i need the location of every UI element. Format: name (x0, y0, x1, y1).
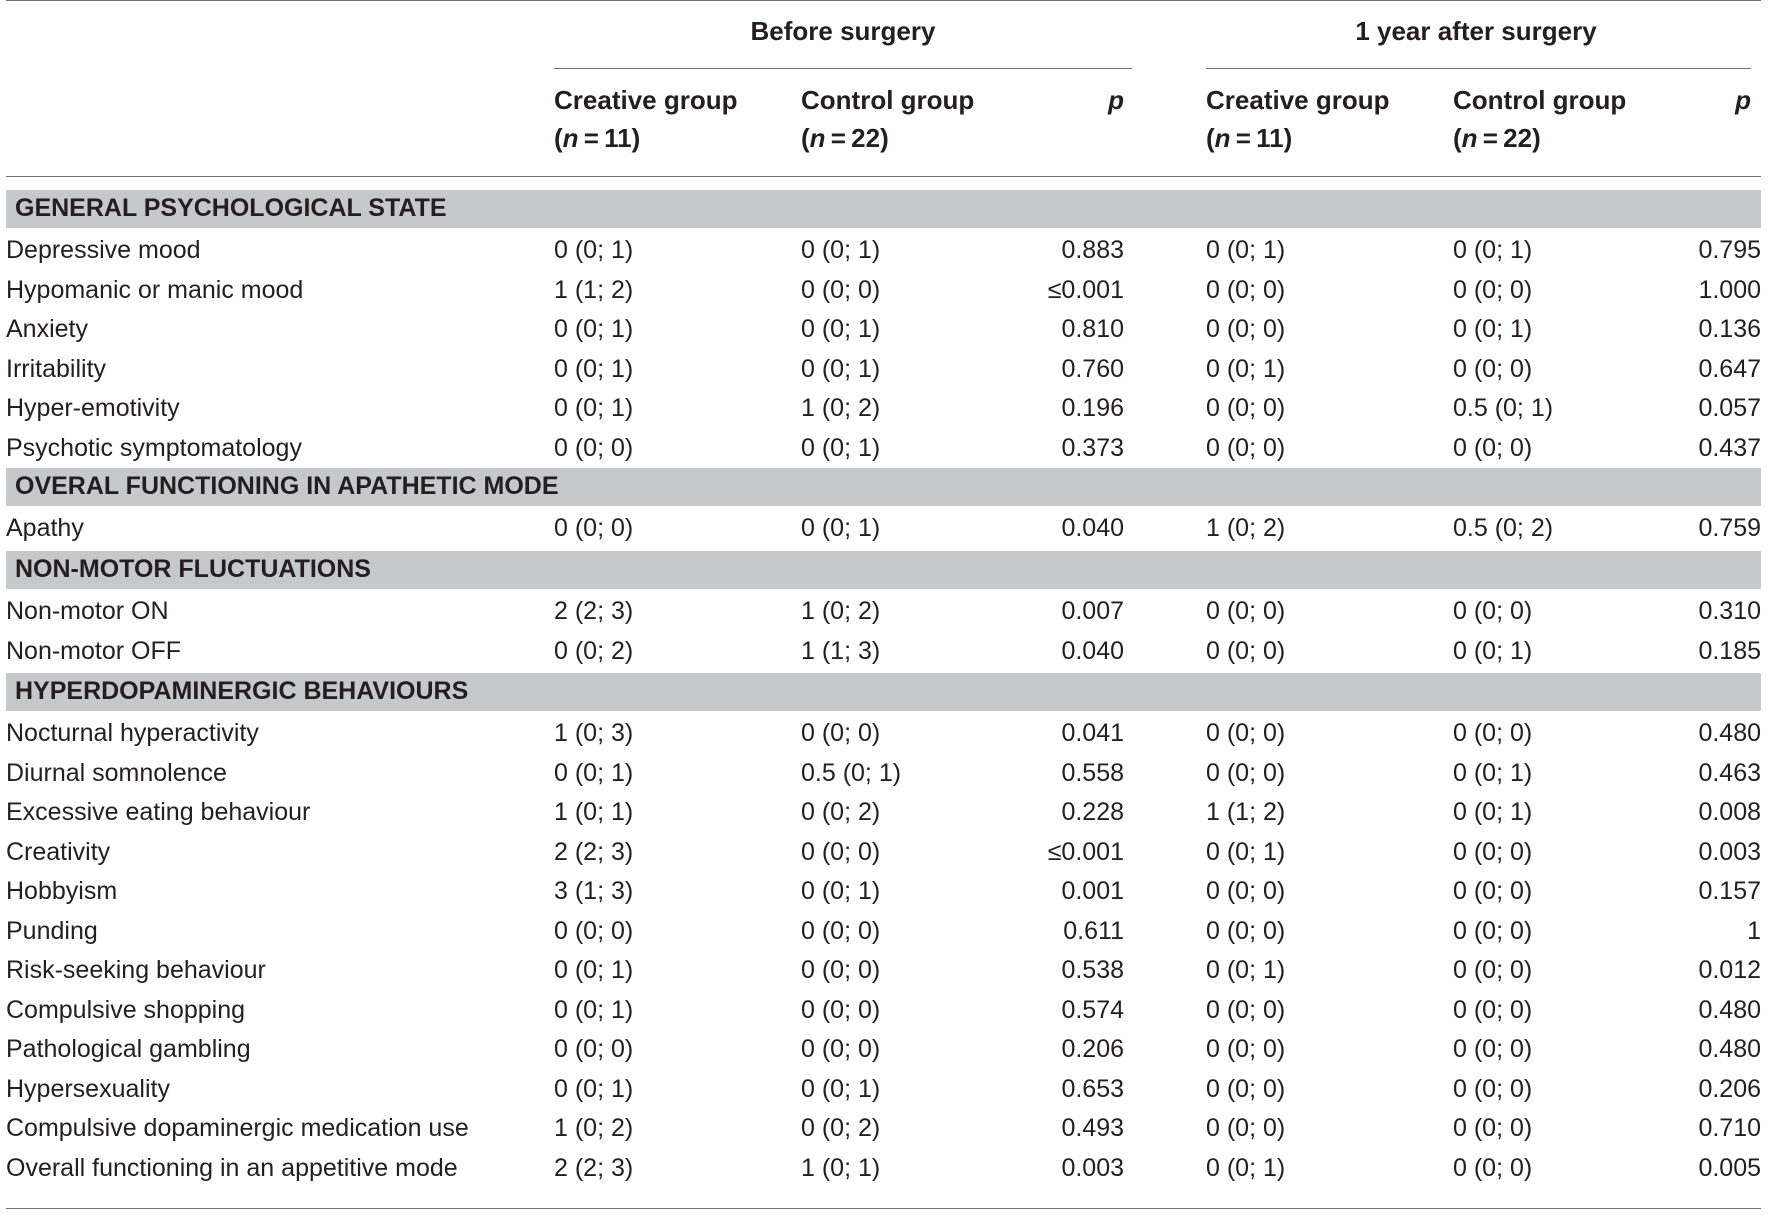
colhead-n-symbol: n (1214, 123, 1231, 153)
median-iqr-cell: 0 (0; 1) (801, 434, 881, 462)
section-header (6, 673, 1761, 711)
median-iqr-cell: 0 (0; 0) (801, 276, 881, 304)
median-iqr-cell: 0 (0; 1) (801, 236, 881, 264)
row-label: Creativity (6, 838, 111, 866)
table-row (6, 1069, 1761, 1109)
colhead-label: Creative group (1206, 85, 1390, 115)
p-value-cell: 0.493 (1061, 1114, 1124, 1142)
median-iqr-cell: 0 (0; 0) (554, 434, 634, 462)
row-label: Hyper-emotivity (6, 394, 180, 422)
median-iqr-cell: 2 (2; 3) (554, 597, 634, 625)
median-iqr-cell: 0 (0; 0) (1206, 1114, 1286, 1142)
median-iqr-cell: 0 (0; 0) (554, 514, 634, 542)
row-label: Nocturnal hyperactivity (6, 719, 259, 747)
row-label: Hypomanic or manic mood (6, 276, 304, 304)
p-value-cell: 1.000 (1698, 276, 1761, 304)
row-label: Compulsive dopaminergic medication use (6, 1114, 469, 1142)
table-row (6, 911, 1761, 951)
median-iqr-cell: 1 (0; 1) (554, 798, 634, 826)
p-value-cell: ≤0.001 (1047, 276, 1124, 304)
p-value-cell: 0.228 (1061, 798, 1124, 826)
row-label: Compulsive shopping (6, 996, 246, 1024)
row-label: Pathological gambling (6, 1035, 251, 1063)
table-row (6, 1029, 1761, 1069)
row-label: Irritability (6, 355, 107, 383)
row-label: Anxiety (6, 315, 88, 343)
median-iqr-cell: 0 (0; 1) (1206, 236, 1286, 264)
median-iqr-cell: 0 (0; 0) (801, 1035, 881, 1063)
median-iqr-cell: 0 (0; 0) (801, 996, 881, 1024)
p-value-cell: 0.759 (1698, 514, 1761, 542)
header-bottom-rule (6, 176, 1761, 177)
median-iqr-cell: 0 (0; 1) (1206, 1154, 1286, 1182)
colhead-control-after (1453, 81, 1626, 157)
table-row (6, 270, 1761, 310)
p-value-cell: 0.003 (1698, 838, 1761, 866)
table-row (6, 1148, 1761, 1188)
median-iqr-cell: 1 (0; 2) (801, 394, 881, 422)
median-iqr-cell: 0 (0; 0) (1453, 956, 1533, 984)
median-iqr-cell: 2 (2; 3) (554, 838, 634, 866)
median-iqr-cell: 0 (0; 1) (1453, 315, 1533, 343)
p-value-cell: 0.463 (1698, 759, 1761, 787)
median-iqr-cell: 0 (0; 0) (1453, 597, 1533, 625)
table-row (6, 388, 1761, 428)
row-label: Diurnal somnolence (6, 759, 227, 787)
colhead-creative-after (1206, 81, 1390, 157)
p-value-cell: 0.206 (1061, 1035, 1124, 1063)
row-label: Psychotic symptomatology (6, 434, 302, 462)
median-iqr-cell: 0 (0; 0) (554, 1035, 634, 1063)
median-iqr-cell: 0 (0; 0) (1206, 996, 1286, 1024)
p-value-cell: 0.041 (1061, 719, 1124, 747)
table-row (6, 832, 1761, 872)
median-iqr-cell: 0 (0; 0) (1453, 1154, 1533, 1182)
median-iqr-cell: 0 (0; 1) (554, 394, 634, 422)
median-iqr-cell: 0.5 (0; 1) (801, 759, 902, 787)
median-iqr-cell: 0 (0; 0) (1206, 315, 1286, 343)
median-iqr-cell: 0 (0; 2) (554, 637, 634, 665)
p-value-cell: 0.373 (1061, 434, 1124, 462)
median-iqr-cell: 0 (0; 1) (554, 315, 634, 343)
median-iqr-cell: 0 (0; 0) (1453, 877, 1533, 905)
row-label: Overall functioning in an appetitive mode (6, 1154, 458, 1182)
colhead-n-value: = 22) (825, 123, 889, 153)
p-value-cell: 0.185 (1698, 637, 1761, 665)
p-value-cell: 0.480 (1698, 719, 1761, 747)
median-iqr-cell: 1 (1; 3) (801, 637, 881, 665)
median-iqr-cell: 1 (1; 2) (554, 276, 634, 304)
bottom-rule (6, 1208, 1761, 1209)
median-iqr-cell: 0 (0; 0) (1206, 759, 1286, 787)
colhead-n: (n = 11) (554, 123, 641, 153)
colhead-label: Control group (1453, 85, 1627, 115)
median-iqr-cell: 0 (0; 1) (554, 996, 634, 1024)
row-label: Punding (6, 917, 98, 945)
median-iqr-cell: 0 (0; 0) (801, 838, 881, 866)
table-row (6, 309, 1761, 349)
section-title: HYPERDOPAMINERGIC BEHAVIOURS (15, 677, 469, 705)
median-iqr-cell: 0 (0; 1) (1206, 838, 1286, 866)
median-iqr-cell: 2 (2; 3) (554, 1154, 634, 1182)
p-value-cell: 0.653 (1061, 1075, 1124, 1103)
median-iqr-cell: 0 (0; 1) (801, 877, 881, 905)
p-value-cell: 0.480 (1698, 1035, 1761, 1063)
median-iqr-cell: 0 (0; 0) (1206, 917, 1286, 945)
median-iqr-cell: 0 (0; 2) (801, 1114, 881, 1142)
p-value-cell: 0.611 (1063, 917, 1124, 945)
table-row (6, 950, 1761, 990)
median-iqr-cell: 0 (0; 0) (1206, 637, 1286, 665)
section-header (6, 468, 1761, 506)
p-value-cell: 0.795 (1698, 236, 1761, 264)
median-iqr-cell: 0 (0; 1) (1453, 759, 1533, 787)
median-iqr-cell: 0 (0; 0) (1206, 1035, 1286, 1063)
p-value-cell: 0.883 (1061, 236, 1124, 264)
median-iqr-cell: 0 (0; 0) (1453, 1035, 1533, 1063)
median-iqr-cell: 0 (0; 0) (1453, 838, 1533, 866)
p-value-cell: 0.005 (1698, 1154, 1761, 1182)
section-header (6, 551, 1761, 589)
row-label: Non-motor OFF (6, 637, 182, 665)
median-iqr-cell: 0 (0; 0) (1453, 434, 1533, 462)
section-title: GENERAL PSYCHOLOGICAL STATE (15, 194, 447, 222)
median-iqr-cell: 1 (0; 2) (1206, 514, 1286, 542)
row-label: Excessive eating behaviour (6, 798, 311, 826)
p-value-cell: 0.710 (1698, 1114, 1761, 1142)
median-iqr-cell: 0 (0; 1) (1453, 637, 1533, 665)
median-iqr-cell: 0 (0; 1) (554, 1075, 634, 1103)
median-iqr-cell: 1 (0; 1) (801, 1154, 881, 1182)
p-value-cell: 0.310 (1698, 597, 1761, 625)
median-iqr-cell: 0 (0; 0) (1453, 996, 1533, 1024)
p-value-cell: 0.558 (1061, 759, 1124, 787)
section-header (6, 190, 1761, 228)
table-row (6, 713, 1761, 753)
p-value-cell: 0.538 (1061, 956, 1124, 984)
colhead-n: (n = 22) (801, 123, 889, 153)
median-iqr-cell: 1 (0; 3) (554, 719, 634, 747)
table-row (6, 753, 1761, 793)
p-value-cell: 0.647 (1698, 355, 1761, 383)
colhead-creative-before (554, 81, 738, 157)
median-iqr-cell: 0 (0; 1) (1453, 798, 1533, 826)
colhead-n-value: = 11) (578, 123, 641, 153)
p-value-cell: 0.136 (1698, 315, 1761, 343)
section-title: OVERAL FUNCTIONING IN APATHETIC MODE (15, 472, 559, 500)
group-title-before-surgery: Before surgery (750, 16, 936, 46)
median-iqr-cell: 0 (0; 1) (554, 956, 634, 984)
p-value-cell: 0.012 (1698, 956, 1761, 984)
median-iqr-cell: 0 (0; 1) (1206, 355, 1286, 383)
row-label: Depressive mood (6, 236, 201, 264)
group-rule-after (1206, 68, 1751, 69)
colhead-n: (n = 11) (1206, 123, 1293, 153)
median-iqr-cell: 0 (0; 0) (1206, 1075, 1286, 1103)
median-iqr-cell: 1 (0; 2) (554, 1114, 634, 1142)
median-iqr-cell: 0 (0; 1) (801, 355, 881, 383)
table-row (6, 591, 1761, 631)
median-iqr-cell: 0 (0; 1) (801, 315, 881, 343)
p-value-cell: 0.007 (1061, 597, 1124, 625)
colhead-label: Creative group (554, 85, 738, 115)
table-row (6, 230, 1761, 270)
p-value-cell: ≤0.001 (1047, 838, 1124, 866)
colhead-label: Control group (801, 85, 975, 115)
median-iqr-cell: 0.5 (0; 1) (1453, 394, 1554, 422)
colhead-n-symbol: n (1461, 123, 1478, 153)
median-iqr-cell: 0.5 (0; 2) (1453, 514, 1554, 542)
median-iqr-cell: 0 (0; 0) (801, 956, 881, 984)
colhead-n-value: = 22) (1477, 123, 1541, 153)
section-title: NON-MOTOR FLUCTUATIONS (15, 555, 371, 583)
colhead-p-before: p (1108, 85, 1124, 115)
row-label: Hypersexuality (6, 1075, 170, 1103)
table-row (6, 508, 1761, 548)
table-row (6, 792, 1761, 832)
median-iqr-cell: 3 (1; 3) (554, 877, 634, 905)
colhead-control-before (801, 81, 974, 157)
median-iqr-cell: 0 (0; 0) (801, 719, 881, 747)
median-iqr-cell: 1 (1; 2) (1206, 798, 1286, 826)
p-value-cell: 0.040 (1061, 514, 1124, 542)
p-value-cell: 0.196 (1061, 394, 1124, 422)
table-row (6, 349, 1761, 389)
table-row (6, 631, 1761, 671)
row-label: Non-motor ON (6, 597, 169, 625)
p-value-cell: 0.003 (1061, 1154, 1124, 1182)
median-iqr-cell: 1 (0; 2) (801, 597, 881, 625)
p-value-cell: 0.760 (1061, 355, 1124, 383)
table-row (6, 1108, 1761, 1148)
p-value-cell: 0.810 (1061, 315, 1124, 343)
table-row (6, 871, 1761, 911)
median-iqr-cell: 0 (0; 0) (1206, 719, 1286, 747)
p-value-cell: 0.157 (1698, 877, 1761, 905)
median-iqr-cell: 0 (0; 1) (801, 1075, 881, 1103)
median-iqr-cell: 0 (0; 0) (1453, 719, 1533, 747)
median-iqr-cell: 0 (0; 0) (554, 917, 634, 945)
median-iqr-cell: 0 (0; 1) (801, 514, 881, 542)
median-iqr-cell: 0 (0; 0) (1453, 917, 1533, 945)
p-value-cell: 1 (1747, 917, 1761, 945)
group-title-after-surgery: 1 year after surgery (1355, 16, 1597, 46)
p-value-cell: 0.480 (1698, 996, 1761, 1024)
p-value-cell: 0.008 (1698, 798, 1761, 826)
median-iqr-cell: 0 (0; 0) (1206, 434, 1286, 462)
colhead-n: (n = 22) (1453, 123, 1541, 153)
median-iqr-cell: 0 (0; 0) (1206, 394, 1286, 422)
median-iqr-cell: 0 (0; 0) (1206, 276, 1286, 304)
top-rule (6, 0, 1761, 1)
row-label: Hobbyism (6, 877, 118, 905)
median-iqr-cell: 0 (0; 1) (554, 759, 634, 787)
p-value-cell: 0.001 (1061, 877, 1124, 905)
median-iqr-cell: 0 (0; 0) (801, 917, 881, 945)
colhead-n-value: = 11) (1230, 123, 1293, 153)
p-value-cell: 0.040 (1061, 637, 1124, 665)
median-iqr-cell: 0 (0; 0) (1206, 597, 1286, 625)
median-iqr-cell: 0 (0; 0) (1453, 276, 1533, 304)
median-iqr-cell: 0 (0; 1) (554, 355, 634, 383)
median-iqr-cell: 0 (0; 0) (1206, 877, 1286, 905)
row-label: Apathy (6, 514, 84, 542)
median-iqr-cell: 0 (0; 1) (554, 236, 634, 264)
data-table (6, 0, 1761, 1215)
median-iqr-cell: 0 (0; 1) (1206, 956, 1286, 984)
median-iqr-cell: 0 (0; 0) (1453, 1114, 1533, 1142)
p-value-cell: 0.057 (1698, 394, 1761, 422)
median-iqr-cell: 0 (0; 0) (1453, 1075, 1533, 1103)
median-iqr-cell: 0 (0; 1) (1453, 236, 1533, 264)
colhead-p-after: p (1735, 85, 1751, 115)
p-value-cell: 0.437 (1698, 434, 1761, 462)
table-row (6, 990, 1761, 1030)
group-rule-before (554, 68, 1132, 69)
table-row (6, 428, 1761, 468)
median-iqr-cell: 0 (0; 0) (1453, 355, 1533, 383)
median-iqr-cell: 0 (0; 2) (801, 798, 881, 826)
colhead-n-symbol: n (562, 123, 579, 153)
row-label: Risk-seeking behaviour (6, 956, 266, 984)
p-value-cell: 0.206 (1698, 1075, 1761, 1103)
p-value-cell: 0.574 (1061, 996, 1124, 1024)
colhead-n-symbol: n (809, 123, 826, 153)
